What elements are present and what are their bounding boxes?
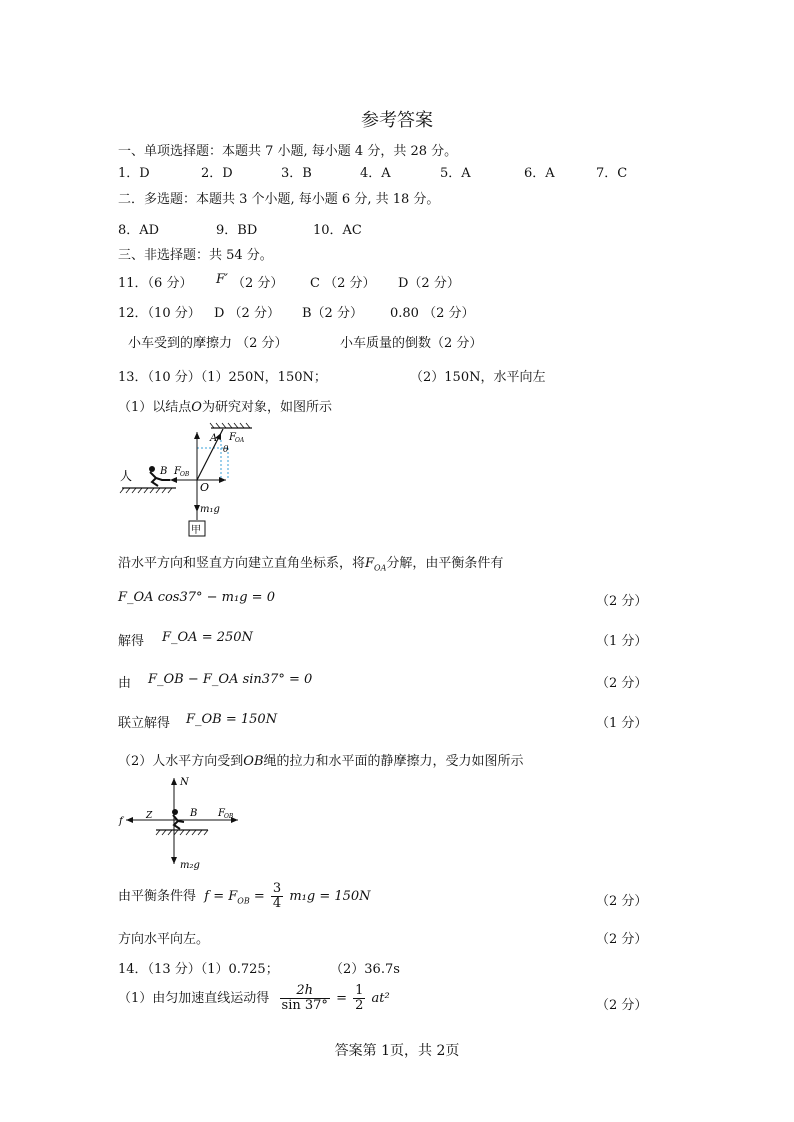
q14-head: 14．（13 分）（1）0.725； [118, 962, 279, 977]
q13-eq3: F_OB − F_OA sin37° = 0 [148, 672, 313, 687]
q11-answer-c: C （2 分） [310, 276, 376, 291]
answer-3: 3．B [281, 166, 312, 181]
q13-eq4: F_OB = 150N [186, 712, 278, 727]
label-fob2: F [218, 808, 225, 819]
q13-coord-text: 沿水平方向和竖直方向建立直角坐标系，将$F_{OA}$分解，由平衡条件有 [118, 556, 504, 573]
page-footer: 答案第 1页，共 2页 [334, 1043, 460, 1059]
q13-eq1-points: （2 分） [596, 594, 648, 609]
label-o: O [200, 481, 210, 494]
answer-8: 8．AD [118, 223, 160, 238]
q13-eq3-label: 由 [118, 676, 132, 691]
label-a: A [210, 433, 218, 444]
fraction-half: $\frac{1}{2}$ [355, 983, 364, 1013]
q12-line2a: 小车受到的摩擦力 （2 分） [128, 336, 288, 351]
label-foa: F [229, 432, 236, 443]
force-diagram-knot [114, 420, 264, 540]
label-person: 人 [120, 469, 133, 483]
q13-eq1: F_OA cos37° − m₁g = 0 [118, 590, 275, 605]
force-diagram-person [116, 772, 246, 872]
q11-head: 11．（6 分） [118, 276, 193, 291]
label-foa-sub: OA [235, 437, 245, 444]
q12-answer-2: B（2 分） [302, 306, 363, 321]
q12-head: 12．（10 分） [118, 306, 201, 321]
label-n: N [180, 777, 189, 788]
q13-eq4-label: 联立解得 [118, 716, 171, 731]
page-title: 参考答案 [361, 110, 433, 131]
label-z: Z [146, 811, 153, 821]
section1-header: 一、单项选择题：本题共 7 小题, 每小题 4 分，共 28 分。 [118, 144, 458, 159]
label-fob: F [174, 466, 181, 477]
fraction-3-4: $\frac{3}{4}$ [272, 881, 282, 911]
label-theta: θ [223, 445, 229, 455]
label-jia: 甲 [191, 525, 201, 536]
answer-10: 10．AC [313, 223, 362, 238]
q13-direction-points: （2 分） [596, 932, 648, 947]
label-fob2-sub: OB [224, 813, 234, 820]
q12-answer-3: 0.80 （2 分） [390, 306, 475, 321]
answer-2: 2．D [201, 166, 233, 181]
q12-answer-1: D （2 分） [214, 306, 280, 321]
section3-header: 三、非选择题：共 54 分。 [118, 248, 273, 263]
label-b: B [160, 466, 168, 477]
q11-points: （2 分） [232, 276, 284, 291]
q13-eq2-label: 解得 [118, 634, 145, 649]
q13-head-b: （2）150N，水平向左 [410, 370, 546, 385]
section2-header: 二．多选题：本题共 3 个小题, 每小题 6 分, 共 18 分。 [118, 192, 440, 207]
q13-eq2-points: （1 分） [596, 634, 648, 649]
answer-7: 7．C [596, 166, 628, 181]
fraction-2h: $\frac{2h}{\sin 37^\circ}$ [281, 983, 328, 1013]
answer-6: 6．A [524, 166, 555, 181]
q14-points: （2 分） [596, 998, 648, 1013]
label-f: f [119, 816, 123, 827]
q13-direction: 方向水平向左。 [118, 932, 210, 947]
q13-eq5-label: 由平衡条件得 [118, 889, 197, 904]
q14-eq: （1）由匀加速直线运动得 $\frac{2h}{\sin 37^\circ}$ = $\frac{1}{2}$ at² [118, 983, 390, 1013]
q13-eq4-points: （1 分） [596, 716, 648, 731]
q13-part1-intro: （1）以结点O为研究对象，如图所示 [118, 400, 332, 415]
q13-eq3-points: （2 分） [596, 676, 648, 691]
q12-line2b: 小车质量的倒数（2 分） [340, 336, 483, 351]
answer-4: 4．A [360, 166, 391, 181]
q11-answer-d: D（2 分） [398, 276, 460, 291]
label-m2g: m₂g [180, 860, 200, 871]
q13-eq5: 由平衡条件得 $f = F_{OB}$ = $\frac{3}{4}$ m₁g = 150N [118, 881, 371, 911]
label-fob-sub: OB [180, 471, 190, 478]
q14-head-b: （2）36.7s [330, 962, 400, 977]
q13-eq2: F_OA = 250N [162, 630, 253, 645]
q13-head: 13．（10 分）（1）250N，150N； [118, 370, 327, 385]
answer-5: 5．A [440, 166, 471, 181]
q13-eq5-points: （2 分） [596, 894, 648, 909]
q14-part1-label: （1）由匀加速直线运动得 [118, 991, 270, 1006]
q13-part2-intro: （2）人水平方向受到OB绳的拉力和水平面的静摩擦力，受力如图所示 [118, 754, 524, 769]
answer-1: 1．D [118, 166, 150, 181]
label-b2: B [190, 808, 198, 819]
label-m1g: m₁g [200, 504, 220, 515]
q11-f-prime: F′ [216, 272, 228, 287]
answer-9: 9．BD [216, 223, 258, 238]
